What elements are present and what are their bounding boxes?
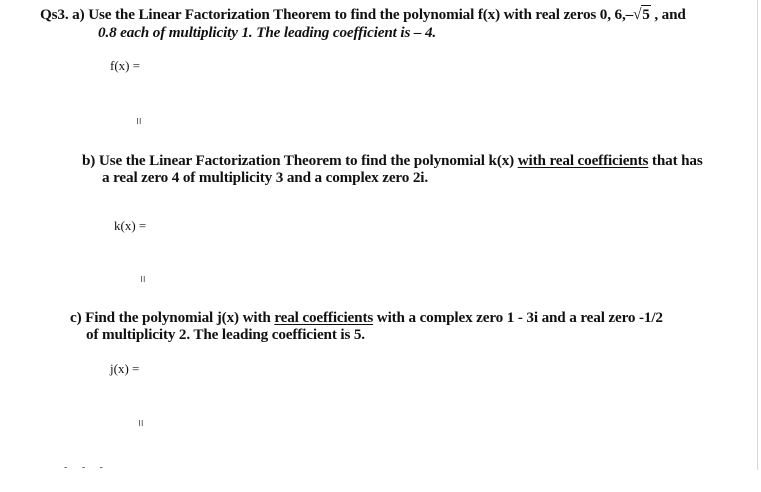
part-c-equals: = (133, 419, 149, 427)
part-c-text-2: with a complex zero 1 - 3i and a real zero -1/2 (373, 309, 663, 326)
part-b-line-2 (102, 169, 428, 187)
part-b-text-3: a real zero 4 of multiplicity 3 and a complex zero 2i. (102, 169, 428, 186)
part-a-text-2: , and (650, 6, 686, 23)
part-b-text-2: that has (648, 152, 703, 169)
part-a-line-2 (98, 24, 436, 42)
part-b-label: b) (82, 152, 96, 169)
part-c-text-1: Find the polynomial j(x) with (85, 309, 275, 326)
part-a-label: a) (72, 6, 85, 23)
part-c-line-2 (86, 326, 365, 344)
part-a-equals: = (131, 117, 147, 125)
cut-off-text-fragment: - - - (64, 462, 109, 473)
part-c-line-1 (70, 309, 663, 327)
part-b-underlined: with real coefficients (517, 152, 649, 169)
sqrt-symbol: √ (633, 6, 642, 23)
part-b-line-1 (82, 152, 703, 170)
part-b-equals: = (135, 275, 151, 283)
part-c-underlined: real coefficients (274, 309, 374, 326)
part-a-text-1: Use the Linear Factorization Theorem to find the polynomial f(x) with real zeros 0, 6,– (88, 6, 634, 23)
page-edge-divider (757, 0, 758, 470)
part-c-text-3: of multiplicity 2. The leading coefficient is 5. (86, 326, 365, 343)
part-c-label: c) (70, 309, 82, 326)
part-b-answer-label: k(x) = (114, 218, 147, 233)
part-c-answer-label: j(x) = (110, 361, 140, 376)
sqrt-radicand: 5 (642, 6, 650, 23)
sqrt-five (633, 6, 651, 24)
part-a-text-3: 0.8 each of multiplicity 1. The leading coefficient is – 4. (98, 24, 437, 41)
part-a-line-1 (40, 6, 686, 24)
question-number: Qs3. (40, 6, 69, 23)
part-a-answer-label: f(x) = (110, 58, 141, 73)
part-b-text-1: Use the Linear Factorization Theorem to find the polynomial k(x) (98, 152, 518, 169)
